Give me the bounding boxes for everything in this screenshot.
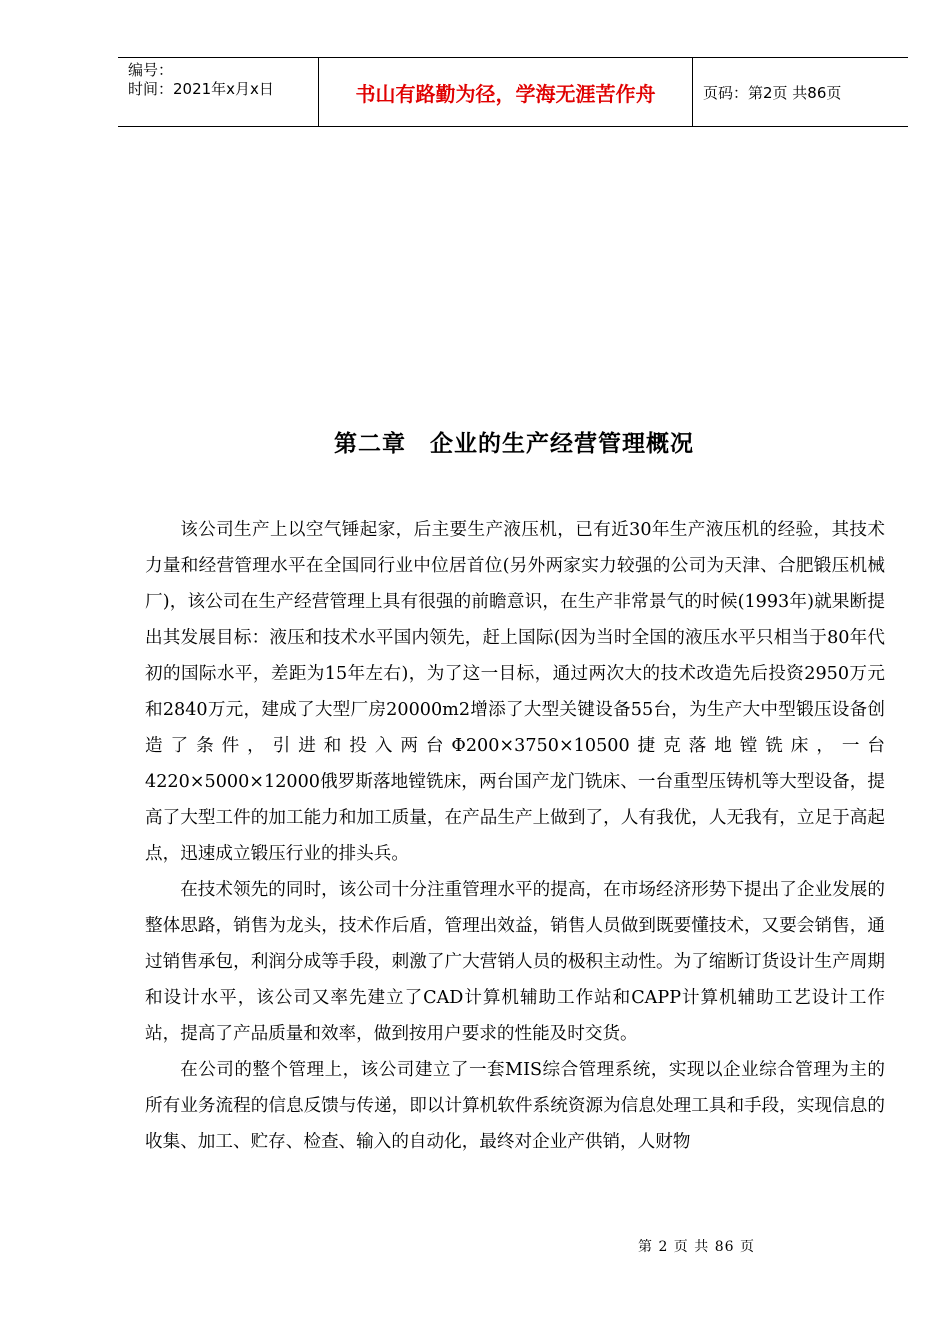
chapter-name: 企业的生产经营管理概况 — [430, 431, 694, 457]
paragraph-3: 在公司的整个管理上，该公司建立了一套MIS综合管理系统，实现以企业综合管理为主的所有业务流程的信息反馈与传递，即以计算机软件系统资源为信息处理工具和手段，实现信息的收集、加工、贮存、检查、输入的自动化，最终对企业产供销，人财物 — [145, 1060, 885, 1152]
page-footer: 第 2 页 共 86 页 — [638, 1239, 755, 1255]
header-meta — [118, 58, 319, 126]
document-body — [145, 512, 885, 1160]
header-page-info: 页码：第2页 共86页 — [703, 83, 842, 102]
paragraph-2: 在技术领先的同时，该公司十分注重管理水平的提高，在市场经济形势下提出了企业发展的整体思路，销售为龙头，技术作后盾，管理出效益，销售人员做到既要懂技术，又要会销售，通过销售承包，利润分成等手段，刺激了广大营销人员的极积主动性。为了缩断订货设计生产周期和设计水平，该公司又率先建立了CAD计算机辅助工作站和CAPP计算机辅助工艺设计工作站，提高了产品质量和效率，做到按用户要求的性能及时交货。 — [145, 880, 885, 1044]
chapter-title — [0, 425, 950, 458]
time-label: 时间：2021年x月x日 — [128, 80, 274, 98]
paragraph-1: 该公司生产上以空气锤起家，后主要生产液压机，已有近30年生产液压机的经验，其技术力量和经营管理水平在全国同行业中位居首位(另外两家实力较强的公司为天津、合肥锻压机械厂)，该公司在生产经营管理上具有很强的前瞻意识，在生产非常景气的时候(1993年)就果断提出其发展目标：液压和技术水平国内领先，赶上国际(因为当时全国的液压水平只相当于80年代初的国际水平，差距为15年左右)，为了这一目标，通过两次大的技术改造先后投资2950万元和2840万元，建成了大型厂房20000m2增添了大型关键设备55台，为生产大中型锻压设备创造了条件，引进和投入两台Φ200×3750×10500捷克落地镗铣床，一台4220×5000×12000俄罗斯落地镗铣床，两台国产龙门铣床、一台重型压铸机等大型设备，提高了大型工件的加工能力和加工质量，在产品生产上做到了，人有我优，人无我有，立足于高起点，迅速成立锻压行业的排头兵。 — [145, 520, 885, 864]
header-motto: 书山有路勤为径，学海无涯苦作舟 — [319, 58, 693, 126]
number-label: 编号： — [128, 61, 174, 79]
chapter-number: 第二章 — [334, 431, 406, 457]
page-header — [118, 57, 908, 127]
